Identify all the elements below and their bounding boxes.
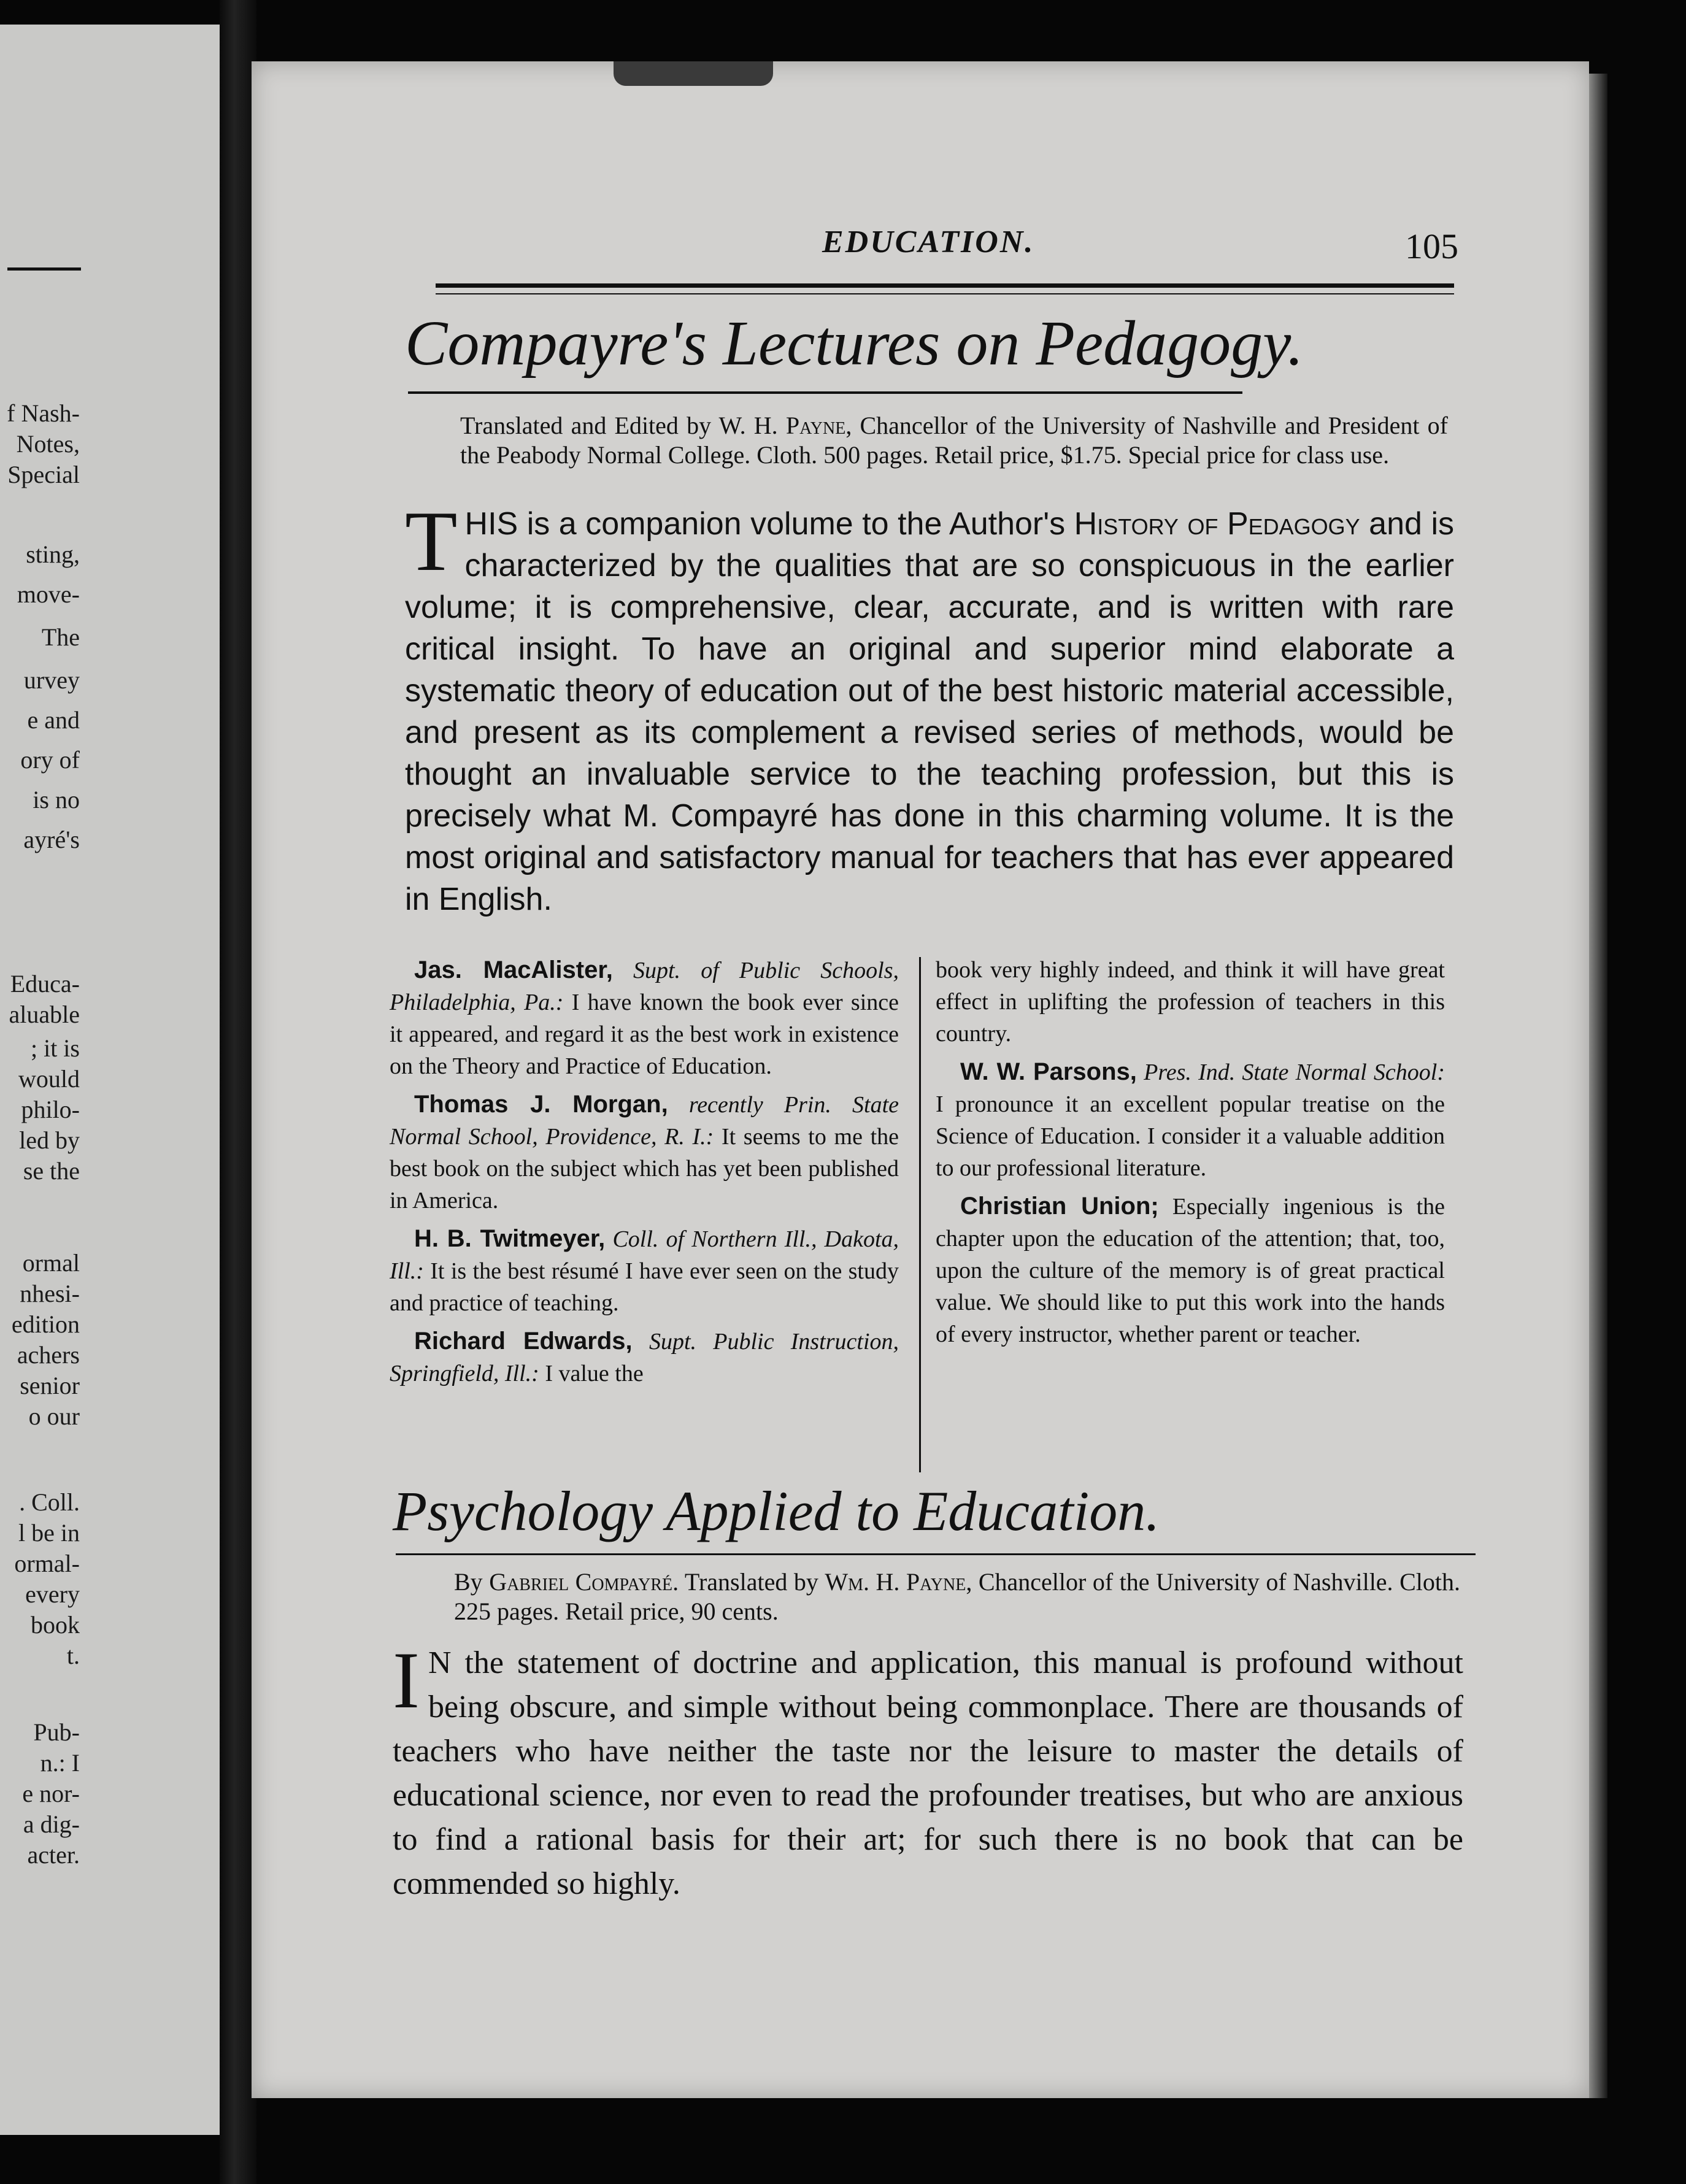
left-page-fragment: t. [66, 1642, 80, 1669]
left-page-fragment: se the [23, 1157, 80, 1185]
testimonial-continuation: book very highly indeed, and think it will have great effect in uplifting the profession of teachers in this country. [936, 957, 1445, 1047]
intro-book-title: History of Pedagogy [1074, 506, 1360, 542]
left-page-fragment: Notes, [16, 430, 80, 458]
pub2-translator: Wm. H. Payne [825, 1568, 966, 1596]
testimonial [390, 1325, 899, 1390]
left-page-fragment: f Nash- [7, 399, 80, 427]
left-page-fragment: philo- [21, 1096, 80, 1123]
page-right-edge [1589, 74, 1607, 2098]
left-page-fragment: move- [17, 580, 80, 608]
pub2-prefix: By [454, 1568, 490, 1596]
testimonial-text: I value the [545, 1361, 644, 1386]
testimonial-author: W. W. Parsons, [960, 1058, 1137, 1085]
left-page-fragment: sting, [26, 540, 80, 568]
left-page-fragment: ormal- [14, 1550, 80, 1577]
testimonial [390, 1223, 899, 1319]
main-page [252, 61, 1589, 2098]
pub2-mid: . Translated by [672, 1568, 825, 1596]
body2-text: N the statement of doctrine and application, this manual is profound without being obscure, and simple without being commonplace. There are thousands of teachers who have neither the taste nor the leisure to master the details of educational science, nor even to read the profounder treatises, but who are anxious to find a rational basis for their art; for such there is no book that can be commended so highly. [393, 1645, 1463, 1901]
testimonial-affiliation: Supt. Public Instruction, Springfield, Ill.: [390, 1329, 899, 1386]
left-page-fragment: urvey [23, 666, 80, 694]
pub-info-prefix: Translated and Edited by W. H. [460, 412, 786, 439]
pub2-suffix: , Chancellor of the University of Nashville. Cloth. 225 pages. Retail price, 90 cents. [454, 1568, 1460, 1625]
testimonial-text: Especially ingenious is the chapter upon the education of the attention; that, too, upon the culture of the memory is of great practical value. We should like to put this work into the hands of every instructor, whether parent or teacher. [936, 1194, 1445, 1347]
left-page-fragment: ; it is [30, 1034, 80, 1062]
left-page-fragment: The [41, 623, 80, 651]
left-page-fragment: ormal [22, 1249, 80, 1277]
testimonial-text: I pronounce it an excellent popular treatise on the Science of Education. I consider it a valuable addition to our professional literature. [936, 1091, 1445, 1181]
left-page-fragment: Special [7, 461, 80, 488]
left-page-fragment: n.: I [40, 1749, 80, 1777]
testimonial-affiliation: Coll. of Northern Ill., Dakota, Ill.: [390, 1226, 899, 1284]
left-page-fragment: Pub- [33, 1718, 80, 1746]
section2-publication-info [454, 1567, 1460, 1626]
left-page-fragment: acter. [27, 1841, 80, 1869]
left-page-fragment: o our [28, 1402, 80, 1430]
section2-body [393, 1635, 1463, 1906]
left-page-fragment: senior [20, 1372, 80, 1399]
left-page-fragment: e and [27, 706, 80, 734]
left-page-fragment: achers [17, 1341, 80, 1369]
pub2-author: Gabriel Compayré [489, 1568, 673, 1596]
section1-intro [405, 494, 1454, 920]
testimonial-affiliation: Supt. of Public Schools, Philadelphia, Pa.: [390, 958, 899, 1015]
testimonial-author: H. B. Twitmeyer, [414, 1225, 606, 1252]
left-page-fragment: l be in [18, 1519, 80, 1547]
page-number: 105 [1405, 226, 1458, 266]
header-rule-thin [436, 293, 1454, 294]
testimonial-author: Thomas J. Morgan, [414, 1091, 668, 1118]
left-page-fragment: ory of [20, 746, 80, 774]
section1-title-underline [408, 391, 1242, 394]
left-page-fragment: aluable [9, 1001, 80, 1028]
left-page-fragment: would [18, 1065, 80, 1093]
section1-publication-info [460, 411, 1448, 470]
section2-title: Psychology Applied to Education. [393, 1480, 1160, 1542]
testimonial-affiliation: recently Prin. State Normal School, Providence, R. I.: [390, 1092, 899, 1150]
testimonial-text: It is the best résumé I have ever seen on the study and practice of teaching. [390, 1258, 899, 1316]
running-head: EDUCATION. [822, 225, 1035, 260]
intro-first: HIS is a companion volume to the Author's [464, 506, 1074, 542]
left-facing-page [0, 25, 225, 2135]
left-page-fragment: . Coll. [19, 1488, 80, 1516]
left-page-fragment: is no [33, 786, 80, 813]
testimonial [936, 1056, 1445, 1184]
left-page-fragment: led by [19, 1126, 80, 1154]
left-page-fragment: edition [11, 1310, 80, 1338]
pub-info-name: Payne [785, 412, 846, 439]
testimonial-author: Richard Edwards, [414, 1328, 633, 1355]
pub-info-suffix: , Chancellor of the University of Nashville and President of the Peabody Normal College. Cloth. 500 pages. Retail price, $1.75. Special price for class use. [460, 412, 1448, 469]
header-rule [436, 283, 1454, 288]
testimonial-text: It seems to me the best book on the subject which has yet been published in America. [390, 1124, 899, 1213]
column-divider [919, 957, 921, 1472]
left-page-rule [7, 267, 81, 271]
testimonial [390, 954, 899, 1082]
section2-title-underline [396, 1553, 1476, 1555]
testimonial-author: Jas. MacAlister, [414, 956, 613, 983]
intro-dropcap: T [405, 494, 458, 589]
testimonials-left-column [390, 954, 899, 1396]
book-gutter [220, 0, 256, 2184]
left-page-fragment: Educa- [10, 970, 80, 998]
left-page-fragment: a dig- [23, 1810, 80, 1838]
left-page-fragment: every [25, 1580, 80, 1608]
testimonial [390, 1088, 899, 1217]
testimonial-author: Christian Union; [960, 1193, 1159, 1220]
section1-title: Compayre's Lectures on Pedagogy. [405, 308, 1304, 379]
testimonials-right-column [936, 954, 1445, 1356]
body2-dropcap: I [393, 1635, 420, 1725]
page-tab-shadow [614, 61, 773, 86]
left-page-fragment: ayré's [23, 826, 80, 853]
left-page-fragment: nhesi- [20, 1280, 80, 1307]
left-page-fragment: e nor- [22, 1780, 80, 1807]
left-page-fragment: book [31, 1611, 80, 1639]
testimonial-affiliation: Pres. Ind. State Normal School: [1144, 1059, 1445, 1085]
intro-rest: and is characterized by the qualities that are so conspicuous in the earlier volume; it is comprehensive, clear, accurate, and is written with rare critical insight. To have an original and superior mind elaborate a systematic theory of education out of the best historic material accessible, and present as its complement a revised series of methods, would be thought an invaluable service to the teaching profession, but this is precisely what M. Compayré has done in this charming volume. It is the most original and satisfactory manual for teachers that has ever appeared in English. [405, 506, 1454, 917]
testimonial-text: I have known the book ever since it appeared, and regard it as the best work in existence on the Theory and Practice of Education. [390, 990, 899, 1079]
testimonial [936, 1190, 1445, 1350]
